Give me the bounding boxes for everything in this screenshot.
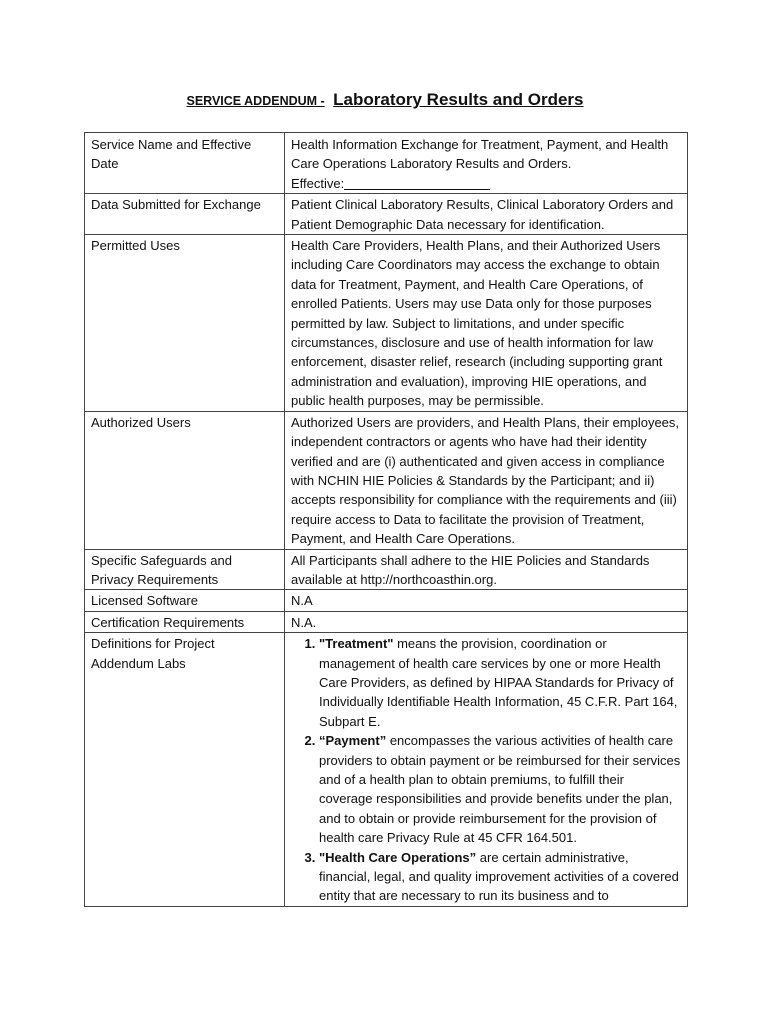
row-value: N.A. xyxy=(285,611,688,632)
service-name-text: Health Information Exchange for Treatment, Payment, and Health Care Operations Laboratory Results and Orders. xyxy=(291,137,669,172)
title-main: Laboratory Results and Orders xyxy=(333,90,584,109)
table-row xyxy=(85,611,688,632)
definition-item xyxy=(319,634,681,731)
row-label: Permitted Uses xyxy=(85,235,285,412)
row-label: Service Name and Effective Date xyxy=(85,133,285,194)
table-row xyxy=(85,590,688,611)
row-value: Authorized Users are providers, and Health Plans, their employees, independent contractors or agents who have had their identity verified and are (i) authenticated and given access in compliance with NCHIN HIE Policies & Standards by the Participant; and ii) accepts responsibility for compliance with the requirements and (iii) require access to Data to facilitate the provision of Treatment, Payment, and Health Care Operations. xyxy=(285,411,688,549)
row-label: Data Submitted for Exchange xyxy=(85,194,285,235)
definition-term: “Payment” xyxy=(319,733,387,749)
row-label: Specific Safeguards and Privacy Requirements xyxy=(85,549,285,590)
definition-text: encompasses the various activities of health care providers to obtain payment or be reimbursed for their services and of a health plan to obtain premiums, to fulfill their coverage responsibilities and provide benefits under the plan, and to obtain or provide reimbursement for the provision of health care Privacy Rule at 45 CFR 164.501. xyxy=(319,733,681,846)
row-value: Health Care Providers, Health Plans, and their Authorized Users including Care Coordinators may access the exchange to obtain data for Treatment, Payment, and Health Care Operations, of enrolled Patients. Users may use Data only for those purposes permitted by law. Subject to limitations, and under specific circumstances, disclosure and use of health information for law enforcement, disaster relief, research (including supporting grant administration and evaluation), improving HIE operations, and public health purposes, may be permissible. xyxy=(285,235,688,412)
table-row xyxy=(85,194,688,235)
row-label: Authorized Users xyxy=(85,411,285,549)
table-row xyxy=(85,235,688,412)
row-label: Definitions for Project Addendum Labs xyxy=(85,633,285,907)
definition-term: "Health Care Operations” xyxy=(319,849,477,865)
service-addendum-table xyxy=(84,132,688,907)
effective-label: Effective: xyxy=(291,175,345,191)
table-row xyxy=(85,411,688,549)
document-title xyxy=(0,90,770,110)
definition-item xyxy=(319,848,681,906)
row-value xyxy=(285,633,688,907)
table-row xyxy=(85,549,688,590)
row-value xyxy=(285,133,688,194)
definition-text: are certain administrative, financial, legal, and quality improvement activities of a covered entity that are necessary to run its business and to xyxy=(319,849,679,904)
definitions-list xyxy=(291,634,681,906)
row-label: Certification Requirements xyxy=(85,611,285,632)
table-row xyxy=(85,633,688,907)
effective-date-blank xyxy=(344,175,490,190)
definition-text: means the provision, coordination or management of health care services by one or more Health Care Providers, as defined by HIPAA Standards for Privacy of Individually Identifiable Health Information, 45 C.F.R. Part 164, Subpart E. xyxy=(319,636,678,729)
title-prefix: SERVICE ADDENDUM - xyxy=(186,94,325,108)
table-row xyxy=(85,133,688,194)
row-value: N.A xyxy=(285,590,688,611)
row-value: Patient Clinical Laboratory Results, Clinical Laboratory Orders and Patient Demographic Data necessary for identification. xyxy=(285,194,688,235)
definition-item xyxy=(319,731,681,847)
row-value: All Participants shall adhere to the HIE Policies and Standards available at http://northcoasthin.org. xyxy=(285,549,688,590)
definition-term: "Treatment" xyxy=(319,636,394,652)
row-label: Licensed Software xyxy=(85,590,285,611)
